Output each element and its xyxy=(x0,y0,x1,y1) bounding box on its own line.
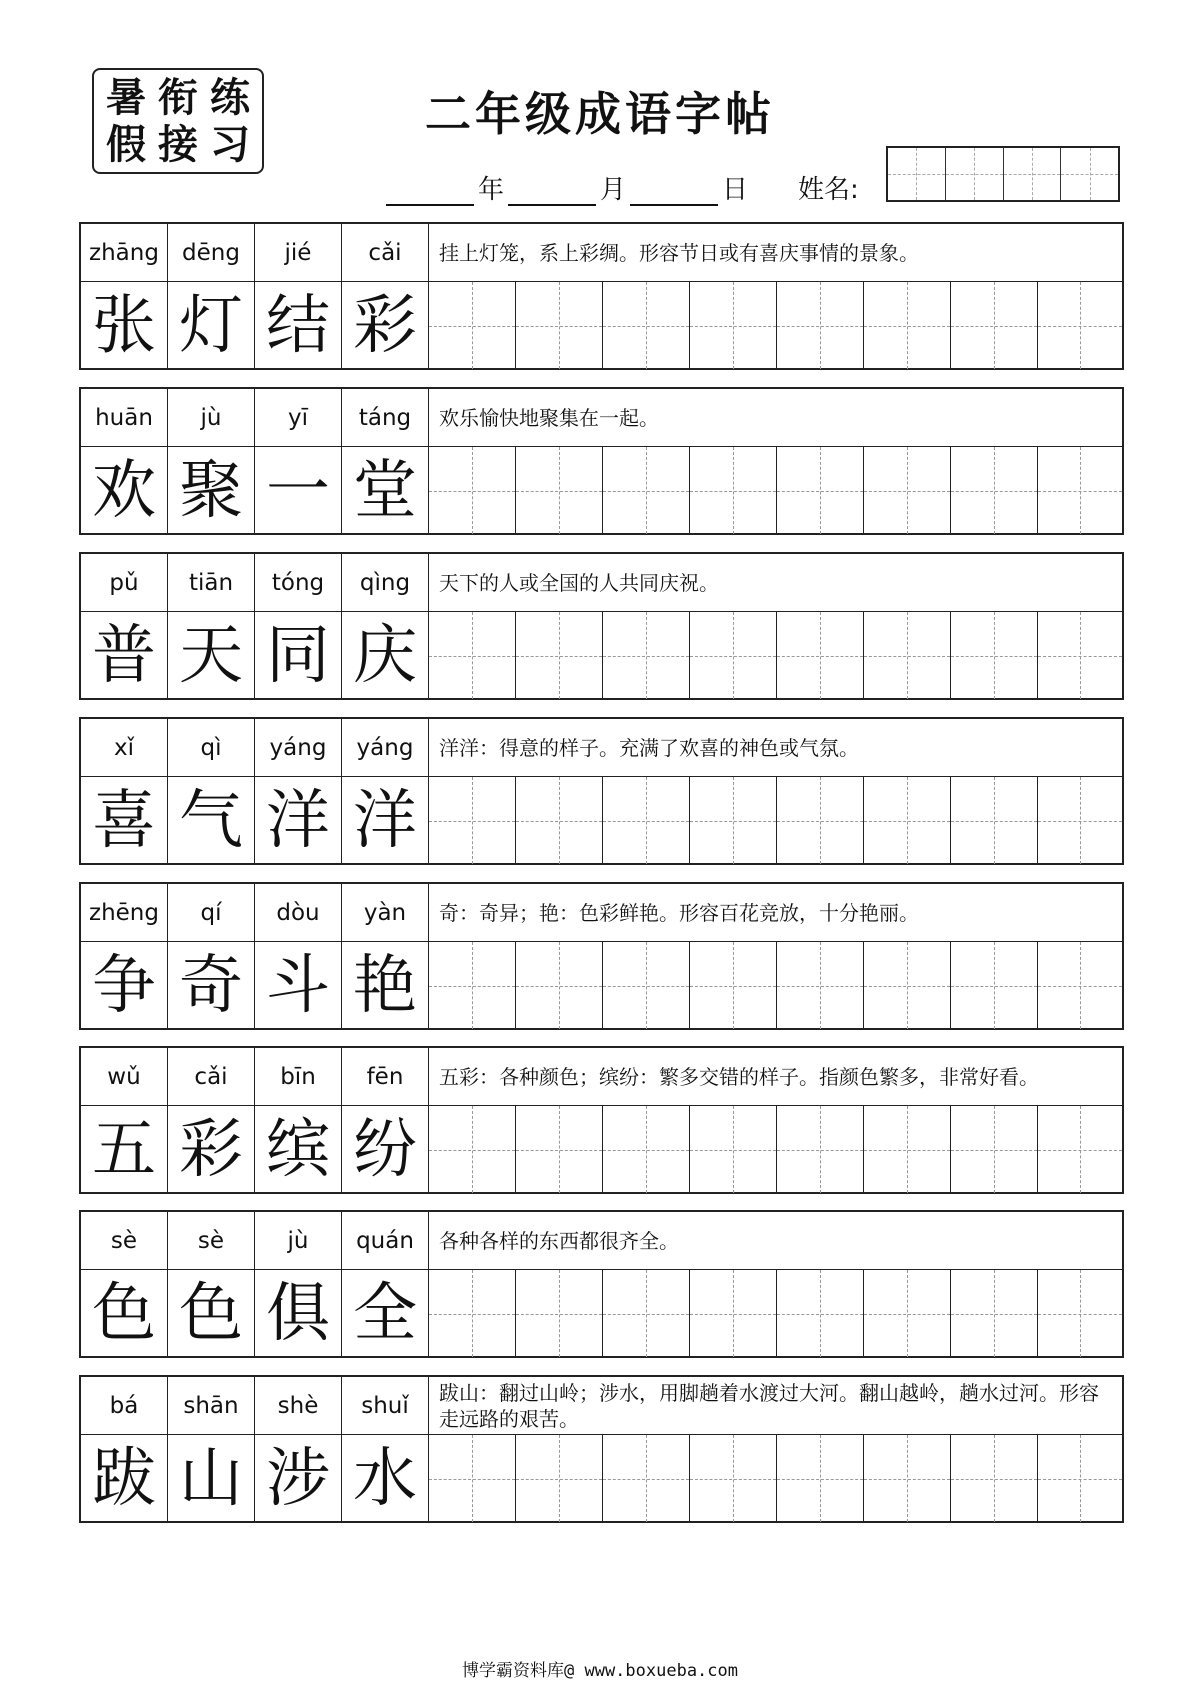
idiom-block xyxy=(79,1210,1124,1358)
pinyin-cell: jù xyxy=(255,1212,342,1269)
pinyin-cell: bá xyxy=(81,1377,168,1434)
idiom-character: 同 xyxy=(255,612,342,699)
day-label: 日 xyxy=(722,175,749,205)
practice-grid-cell[interactable] xyxy=(603,1106,690,1193)
day-blank[interactable] xyxy=(630,170,718,206)
practice-grid-cell[interactable] xyxy=(777,1270,864,1357)
practice-grid-cell[interactable] xyxy=(1038,1435,1122,1522)
stamp-char: 暑 xyxy=(106,73,146,121)
pinyin-row xyxy=(81,1377,1122,1435)
idiom-character: 喜 xyxy=(81,777,168,864)
pinyin-cell: fēn xyxy=(342,1048,429,1105)
idiom-block xyxy=(79,882,1124,1030)
idiom-block xyxy=(79,1046,1124,1194)
pinyin-cell: jié xyxy=(255,224,342,281)
pinyin-cell: yáng xyxy=(255,719,342,776)
idiom-character: 普 xyxy=(81,612,168,699)
practice-grid-cell[interactable] xyxy=(429,942,516,1029)
character-row xyxy=(81,1106,1122,1193)
practice-grid-cell[interactable] xyxy=(429,447,516,534)
practice-grid-cell[interactable] xyxy=(516,447,603,534)
practice-grid-cell[interactable] xyxy=(690,942,777,1029)
pinyin-cell: tiān xyxy=(168,554,255,611)
practice-grid-cell[interactable] xyxy=(864,777,951,864)
idiom-definition: 五彩：各种颜色；缤纷：繁多交错的样子。指颜色繁多，非常好看。 xyxy=(439,1064,1039,1089)
date-line xyxy=(386,166,863,206)
idiom-block xyxy=(79,387,1124,535)
idiom-character: 水 xyxy=(342,1435,429,1522)
name-cell[interactable] xyxy=(946,148,1004,200)
pinyin-cell: qí xyxy=(168,884,255,941)
pinyin-cell: yáng xyxy=(342,719,429,776)
month-label: 月 xyxy=(600,175,627,205)
practice-grid-cell[interactable] xyxy=(603,282,690,369)
character-row xyxy=(81,447,1122,534)
idiom-character: 五 xyxy=(81,1106,168,1193)
character-row xyxy=(81,1270,1122,1357)
name-label: 姓名: xyxy=(798,175,859,205)
practice-grid-cell[interactable] xyxy=(864,447,951,534)
idiom-character: 艳 xyxy=(342,942,429,1029)
pinyin-row xyxy=(81,719,1122,777)
idiom-definition: 欢乐愉快地聚集在一起。 xyxy=(439,405,659,430)
idiom-character: 彩 xyxy=(168,1106,255,1193)
practice-grid-cell[interactable] xyxy=(777,777,864,864)
practice-grid-cell[interactable] xyxy=(1038,1270,1122,1357)
pinyin-cell: bīn xyxy=(255,1048,342,1105)
idiom-block xyxy=(79,552,1124,700)
year-label: 年 xyxy=(478,175,505,205)
practice-grid-cell[interactable] xyxy=(777,1106,864,1193)
practice-grid-cell[interactable] xyxy=(516,1106,603,1193)
pinyin-cell: sè xyxy=(168,1212,255,1269)
idiom-character: 缤 xyxy=(255,1106,342,1193)
practice-grid-cell[interactable] xyxy=(516,1435,603,1522)
practice-grid-cell[interactable] xyxy=(603,1435,690,1522)
practice-grid-cell[interactable] xyxy=(429,612,516,699)
idiom-character: 山 xyxy=(168,1435,255,1522)
page-title: 二年级成语字帖 xyxy=(425,87,775,141)
practice-grid-cell[interactable] xyxy=(1038,447,1122,534)
practice-grid-cell[interactable] xyxy=(951,777,1038,864)
practice-grid-cell[interactable] xyxy=(951,1270,1038,1357)
name-grid[interactable] xyxy=(886,146,1120,202)
idiom-definition: 奇：奇异；艳：色彩鲜艳。形容百花竞放，十分艳丽。 xyxy=(439,900,919,925)
month-blank[interactable] xyxy=(508,170,596,206)
pinyin-row xyxy=(81,554,1122,612)
idiom-character: 斗 xyxy=(255,942,342,1029)
footer-watermark: 博学霸资料库@ www.boxueba.com xyxy=(462,1661,738,1681)
practice-grid-cell[interactable] xyxy=(1038,1106,1122,1193)
pinyin-cell: shè xyxy=(255,1377,342,1434)
practice-grid-cell[interactable] xyxy=(777,282,864,369)
character-row xyxy=(81,777,1122,864)
pinyin-cell: tóng xyxy=(255,554,342,611)
practice-grid-cell[interactable] xyxy=(429,1106,516,1193)
idiom-character: 争 xyxy=(81,942,168,1029)
name-cell[interactable] xyxy=(888,148,946,200)
pinyin-cell: shuǐ xyxy=(342,1377,429,1434)
idiom-character: 一 xyxy=(255,447,342,534)
practice-grid-cell[interactable] xyxy=(603,612,690,699)
practice-grid-cell[interactable] xyxy=(516,282,603,369)
practice-grid-cell[interactable] xyxy=(690,1270,777,1357)
pinyin-cell: cǎi xyxy=(168,1048,255,1105)
practice-grid-cell[interactable] xyxy=(690,447,777,534)
practice-grid-cell[interactable] xyxy=(603,447,690,534)
pinyin-row xyxy=(81,224,1122,282)
practice-grid-cell[interactable] xyxy=(951,1435,1038,1522)
idiom-block xyxy=(79,717,1124,865)
name-cell[interactable] xyxy=(1004,148,1062,200)
idiom-definition: 天下的人或全国的人共同庆祝。 xyxy=(439,570,719,595)
idiom-character: 彩 xyxy=(342,282,429,369)
idiom-block xyxy=(79,222,1124,370)
idiom-character: 纷 xyxy=(342,1106,429,1193)
idiom-block xyxy=(79,1375,1124,1523)
pinyin-row xyxy=(81,884,1122,942)
pinyin-cell: qìng xyxy=(342,554,429,611)
practice-grid-cell[interactable] xyxy=(516,777,603,864)
practice-grid-cell[interactable] xyxy=(864,612,951,699)
practice-grid-cell[interactable] xyxy=(516,1270,603,1357)
pinyin-cell: yàn xyxy=(342,884,429,941)
idiom-character: 堂 xyxy=(342,447,429,534)
practice-grid-cell[interactable] xyxy=(951,282,1038,369)
practice-grid-cell[interactable] xyxy=(429,1270,516,1357)
pinyin-row xyxy=(81,389,1122,447)
pinyin-cell: xǐ xyxy=(81,719,168,776)
character-row xyxy=(81,942,1122,1029)
practice-grid-cell[interactable] xyxy=(951,942,1038,1029)
pinyin-cell: zhēng xyxy=(81,884,168,941)
practice-grid-cell[interactable] xyxy=(603,777,690,864)
idiom-character: 聚 xyxy=(168,447,255,534)
idiom-character: 色 xyxy=(168,1270,255,1357)
idiom-character: 跋 xyxy=(81,1435,168,1522)
pinyin-cell: yī xyxy=(255,389,342,446)
pinyin-cell: jù xyxy=(168,389,255,446)
practice-grid-cell[interactable] xyxy=(777,1435,864,1522)
idiom-character: 结 xyxy=(255,282,342,369)
character-row xyxy=(81,612,1122,699)
practice-grid-cell[interactable] xyxy=(864,282,951,369)
practice-grid-cell[interactable] xyxy=(603,1270,690,1357)
idiom-character: 洋 xyxy=(255,777,342,864)
idiom-character: 灯 xyxy=(168,282,255,369)
character-row xyxy=(81,1435,1122,1522)
pinyin-row xyxy=(81,1048,1122,1106)
idiom-character: 全 xyxy=(342,1270,429,1357)
pinyin-row xyxy=(81,1212,1122,1270)
practice-grid-cell[interactable] xyxy=(516,612,603,699)
practice-grid-cell[interactable] xyxy=(690,612,777,699)
pinyin-cell: quán xyxy=(342,1212,429,1269)
pinyin-cell: dēng xyxy=(168,224,255,281)
practice-grid-cell[interactable] xyxy=(1038,612,1122,699)
practice-grid-cell[interactable] xyxy=(429,777,516,864)
practice-grid-cell[interactable] xyxy=(777,612,864,699)
idiom-definition: 挂上灯笼，系上彩绸。形容节日或有喜庆事情的景象。 xyxy=(439,240,919,265)
pinyin-cell: zhāng xyxy=(81,224,168,281)
idiom-character: 洋 xyxy=(342,777,429,864)
idiom-character: 奇 xyxy=(168,942,255,1029)
stamp-char: 习 xyxy=(210,120,250,168)
practice-grid-cell[interactable] xyxy=(690,282,777,369)
practice-grid-cell[interactable] xyxy=(1038,282,1122,369)
pinyin-cell: shān xyxy=(168,1377,255,1434)
practice-grid-cell[interactable] xyxy=(690,1435,777,1522)
stamp-char: 接 xyxy=(158,120,198,168)
stamp-char: 衔 xyxy=(158,73,198,121)
idiom-character: 俱 xyxy=(255,1270,342,1357)
idiom-character: 张 xyxy=(81,282,168,369)
idiom-character: 涉 xyxy=(255,1435,342,1522)
practice-grid-cell[interactable] xyxy=(429,282,516,369)
pinyin-cell: qì xyxy=(168,719,255,776)
year-blank[interactable] xyxy=(386,170,474,206)
idiom-character: 气 xyxy=(168,777,255,864)
practice-grid-cell[interactable] xyxy=(951,1106,1038,1193)
idiom-definition: 各种各样的东西都很齐全。 xyxy=(439,1228,679,1253)
idiom-character: 庆 xyxy=(342,612,429,699)
practice-grid-cell[interactable] xyxy=(777,942,864,1029)
practice-grid-cell[interactable] xyxy=(1038,777,1122,864)
name-cell[interactable] xyxy=(1061,148,1118,200)
practice-grid-cell[interactable] xyxy=(603,942,690,1029)
idiom-character: 欢 xyxy=(81,447,168,534)
idiom-character: 天 xyxy=(168,612,255,699)
practice-grid-cell[interactable] xyxy=(429,1435,516,1522)
practice-grid-cell[interactable] xyxy=(864,1435,951,1522)
practice-grid-cell[interactable] xyxy=(777,447,864,534)
pinyin-cell: táng xyxy=(342,389,429,446)
pinyin-cell: sè xyxy=(81,1212,168,1269)
practice-grid-cell[interactable] xyxy=(951,447,1038,534)
practice-grid-cell[interactable] xyxy=(516,942,603,1029)
practice-grid-cell[interactable] xyxy=(951,612,1038,699)
idiom-character: 色 xyxy=(81,1270,168,1357)
practice-grid-cell[interactable] xyxy=(1038,942,1122,1029)
pinyin-cell: huān xyxy=(81,389,168,446)
practice-grid-cell[interactable] xyxy=(864,1106,951,1193)
idiom-definition: 跋山：翻过山岭；涉水，用脚趟着水渡过大河。翻山越岭，趟水过河。形容走远路的艰苦。 xyxy=(439,1380,1099,1431)
practice-grid-cell[interactable] xyxy=(864,1270,951,1357)
character-row xyxy=(81,282,1122,369)
pinyin-cell: cǎi xyxy=(342,224,429,281)
pinyin-cell: dòu xyxy=(255,884,342,941)
pinyin-cell: wǔ xyxy=(81,1048,168,1105)
stamp-char: 假 xyxy=(106,120,146,168)
practice-grid-cell[interactable] xyxy=(690,1106,777,1193)
pinyin-cell: pǔ xyxy=(81,554,168,611)
practice-grid-cell[interactable] xyxy=(864,942,951,1029)
stamp-char: 练 xyxy=(210,73,250,121)
idiom-definition: 洋洋：得意的样子。充满了欢喜的神色或气氛。 xyxy=(439,735,859,760)
practice-grid-cell[interactable] xyxy=(690,777,777,864)
